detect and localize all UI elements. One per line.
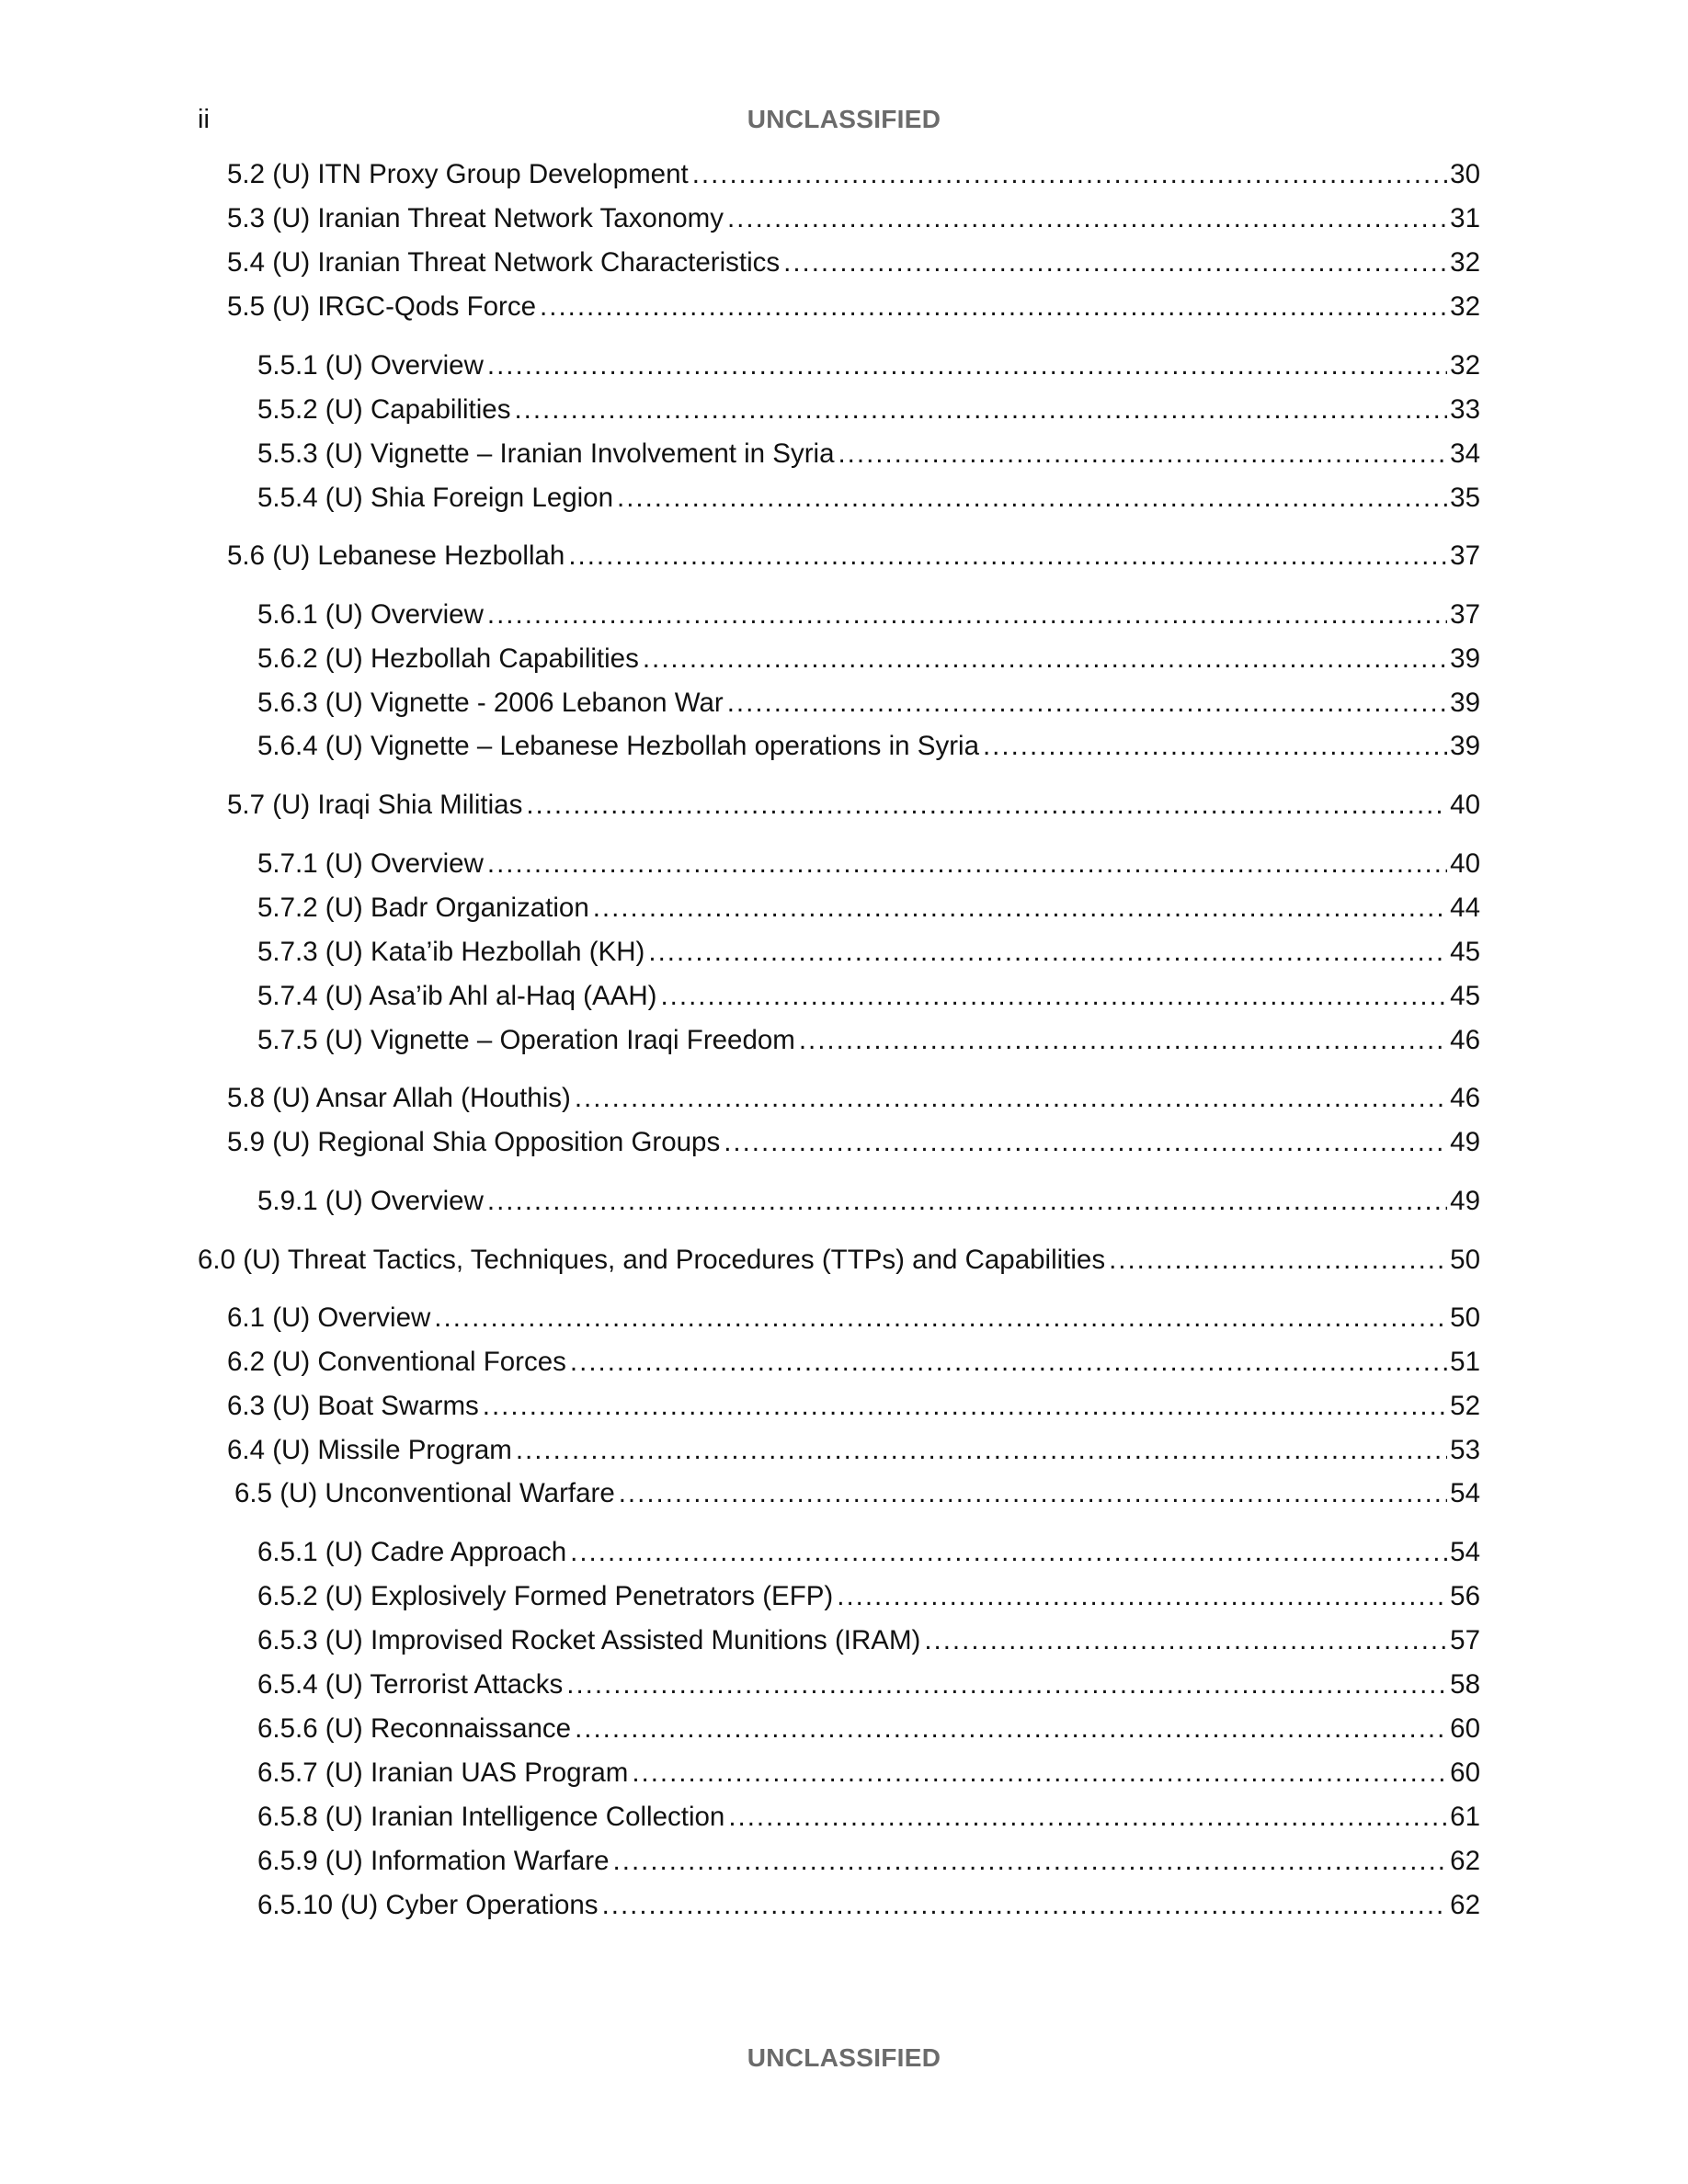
toc-leader-dots xyxy=(514,390,1447,430)
toc-entry-title: 6.4 (U) Missile Program xyxy=(227,1435,512,1465)
toc-leader-dots xyxy=(632,1753,1447,1793)
toc-leader-dots xyxy=(783,243,1447,283)
toc-entry-page: 40 xyxy=(1450,848,1480,879)
toc-entry[interactable] xyxy=(257,1885,1480,1926)
toc-entry-title: 5.7.1 (U) Overview xyxy=(257,848,484,879)
toc-entry[interactable] xyxy=(227,1430,1480,1471)
toc-leader-dots xyxy=(1109,1240,1447,1280)
toc-entry[interactable] xyxy=(257,888,1480,928)
toc-entry-title: 5.7.5 (U) Vignette – Operation Iraqi Freedom xyxy=(257,1025,795,1055)
toc-entry-title: 5.6 (U) Lebanese Hezbollah xyxy=(227,540,565,571)
toc-entry-title: 6.5.1 (U) Cadre Approach xyxy=(257,1537,567,1567)
toc-entry-title: 5.7 (U) Iraqi Shia Militias xyxy=(227,790,523,820)
toc-entry-page: 52 xyxy=(1450,1391,1480,1421)
toc-leader-dots xyxy=(643,639,1447,679)
toc-entry-title: 6.5.7 (U) Iranian UAS Program xyxy=(257,1757,629,1788)
toc-leader-dots xyxy=(483,1386,1447,1427)
toc-entry[interactable] xyxy=(227,785,1480,825)
toc-entry[interactable] xyxy=(257,1753,1480,1793)
toc-entry-title: 6.5.8 (U) Iranian Intelligence Collection xyxy=(257,1802,725,1832)
toc-leader-dots xyxy=(617,478,1447,518)
toc-entry[interactable] xyxy=(227,154,1480,195)
toc-leader-dots xyxy=(575,1709,1447,1749)
toc-entry-page: 39 xyxy=(1450,643,1480,674)
toc-entry[interactable] xyxy=(257,1665,1480,1705)
toc-leader-dots xyxy=(487,595,1447,635)
toc-entry-title: 5.7.4 (U) Asa’ib Ahl al-Haq (AAH) xyxy=(257,981,657,1011)
toc-entry[interactable] xyxy=(227,1122,1480,1163)
toc-entry-page: 33 xyxy=(1450,394,1480,425)
toc-leader-dots xyxy=(540,287,1447,327)
toc-leader-dots xyxy=(613,1841,1448,1882)
toc-entry-title: 6.5.10 (U) Cyber Operations xyxy=(257,1890,599,1920)
page-number: ii xyxy=(198,105,210,134)
toc-entry-title: 5.5.1 (U) Overview xyxy=(257,350,484,381)
toc-entry-title: 5.2 (U) ITN Proxy Group Development xyxy=(227,159,689,189)
toc-entry-title: 6.5.2 (U) Explosively Formed Penetrators (EFP) xyxy=(257,1581,834,1611)
toc-leader-dots xyxy=(575,1078,1447,1119)
toc-entry[interactable] xyxy=(257,1621,1480,1661)
toc-entry-page: 49 xyxy=(1450,1186,1480,1216)
toc-leader-dots xyxy=(487,844,1447,884)
toc-entry[interactable] xyxy=(257,726,1480,767)
toc-leader-dots xyxy=(837,1576,1447,1617)
toc-entry[interactable] xyxy=(227,243,1480,283)
toc-entry-page: 32 xyxy=(1450,247,1480,278)
toc-entry[interactable] xyxy=(227,1342,1480,1382)
toc-entry[interactable] xyxy=(257,683,1480,723)
toc-entry-page: 54 xyxy=(1450,1537,1480,1567)
toc-entry[interactable] xyxy=(227,1298,1480,1338)
toc-entry[interactable] xyxy=(198,1240,1480,1280)
classification-footer: UNCLASSIFIED xyxy=(747,2043,941,2072)
toc-entry-page: 60 xyxy=(1450,1713,1480,1744)
toc-entry-page: 40 xyxy=(1450,790,1480,820)
toc-entry-title: 5.7.2 (U) Badr Organization xyxy=(257,893,589,923)
toc-leader-dots xyxy=(727,199,1447,239)
toc-entry-page: 61 xyxy=(1450,1802,1480,1832)
toc-entry[interactable] xyxy=(257,1020,1480,1061)
toc-entry-title: 6.5 (U) Unconventional Warfare xyxy=(234,1478,615,1508)
toc-entry-title: 5.5.4 (U) Shia Foreign Legion xyxy=(257,483,614,513)
toc-entry-title: 6.2 (U) Conventional Forces xyxy=(227,1347,566,1377)
toc-entry-title: 5.8 (U) Ansar Allah (Houthis) xyxy=(227,1083,571,1113)
toc-entry-title: 5.5.2 (U) Capabilities xyxy=(257,394,511,425)
toc-leader-dots xyxy=(799,1020,1447,1061)
toc-entry-title: 6.3 (U) Boat Swarms xyxy=(227,1391,479,1421)
toc-entry[interactable] xyxy=(227,536,1480,576)
toc-entry-page: 35 xyxy=(1450,483,1480,513)
toc-leader-dots xyxy=(566,1665,1447,1705)
toc-entry-title: 5.5 (U) IRGC-Qods Force xyxy=(227,291,537,322)
toc-leader-dots xyxy=(983,726,1447,767)
toc-leader-dots xyxy=(516,1430,1447,1471)
toc-entry-page: 39 xyxy=(1450,688,1480,718)
toc-entry-page: 50 xyxy=(1450,1245,1480,1275)
toc-leader-dots xyxy=(838,434,1447,474)
toc-entry[interactable] xyxy=(257,1532,1480,1573)
toc-entry-title: 5.6.4 (U) Vignette – Lebanese Hezbollah operations in Syria xyxy=(257,731,979,761)
toc-entry[interactable] xyxy=(257,595,1480,635)
toc-entry-title: 5.6.1 (U) Overview xyxy=(257,599,484,630)
toc-entry[interactable] xyxy=(257,478,1480,518)
toc-entry-page: 51 xyxy=(1450,1347,1480,1377)
toc-leader-dots xyxy=(434,1298,1447,1338)
toc-entry[interactable] xyxy=(257,932,1480,973)
toc-entry-page: 50 xyxy=(1450,1302,1480,1333)
toc-entry-title: 5.3 (U) Iranian Threat Network Taxonomy xyxy=(227,203,724,233)
toc-entry[interactable] xyxy=(257,1576,1480,1617)
toc-entry-page: 44 xyxy=(1450,893,1480,923)
toc-entry[interactable] xyxy=(257,390,1480,430)
toc-leader-dots xyxy=(924,1621,1447,1661)
toc-entry-page: 37 xyxy=(1450,599,1480,630)
toc-leader-dots xyxy=(692,154,1447,195)
toc-leader-dots xyxy=(619,1473,1447,1514)
toc-entry[interactable] xyxy=(227,1386,1480,1427)
toc-leader-dots xyxy=(593,888,1447,928)
toc-leader-dots xyxy=(727,683,1447,723)
toc-entry-page: 53 xyxy=(1450,1435,1480,1465)
toc-entry-page: 30 xyxy=(1450,159,1480,189)
toc-entry-page: 32 xyxy=(1450,350,1480,381)
toc-entry-page: 56 xyxy=(1450,1581,1480,1611)
toc-entry-page: 58 xyxy=(1450,1669,1480,1700)
toc-entry-title: 5.6.3 (U) Vignette - 2006 Lebanon War xyxy=(257,688,724,718)
toc-entry[interactable] xyxy=(257,1841,1480,1882)
toc-entry-title: 5.7.3 (U) Kata’ib Hezbollah (KH) xyxy=(257,937,645,967)
toc-entry-page: 54 xyxy=(1450,1478,1480,1508)
toc-entry-page: 46 xyxy=(1450,1025,1480,1055)
toc-entry-page: 62 xyxy=(1450,1846,1480,1876)
toc-entry-page: 32 xyxy=(1450,291,1480,322)
toc-leader-dots xyxy=(568,536,1447,576)
toc-leader-dots xyxy=(648,932,1447,973)
toc-entry-title: 6.5.9 (U) Information Warfare xyxy=(257,1846,610,1876)
toc-entry-page: 62 xyxy=(1450,1890,1480,1920)
toc-leader-dots xyxy=(487,1181,1447,1222)
toc-leader-dots xyxy=(526,785,1447,825)
toc-leader-dots xyxy=(570,1342,1447,1382)
toc-entry[interactable] xyxy=(234,1473,1480,1514)
toc-entry-title: 5.4 (U) Iranian Threat Network Characteristics xyxy=(227,247,781,278)
toc-entry-page: 49 xyxy=(1450,1127,1480,1157)
toc-entry-page: 31 xyxy=(1450,203,1480,233)
toc-entry-title: 6.5.4 (U) Terrorist Attacks xyxy=(257,1669,564,1700)
toc-leader-dots xyxy=(570,1532,1447,1573)
toc-entry[interactable] xyxy=(257,346,1480,386)
toc-entry[interactable] xyxy=(227,1078,1480,1119)
toc-entry[interactable] xyxy=(227,199,1480,239)
toc-entry-page: 46 xyxy=(1450,1083,1480,1113)
toc-entry-title: 5.6.2 (U) Hezbollah Capabilities xyxy=(257,643,639,674)
toc-entry[interactable] xyxy=(257,976,1480,1017)
toc-entry[interactable] xyxy=(257,844,1480,884)
toc-entry[interactable] xyxy=(257,639,1480,679)
toc-entry-page: 45 xyxy=(1450,937,1480,967)
toc-entry[interactable] xyxy=(257,1709,1480,1749)
toc-entry-title: 6.5.3 (U) Improvised Rocket Assisted Munitions (IRAM) xyxy=(257,1625,921,1655)
toc-entry-title: 6.5.6 (U) Reconnaissance xyxy=(257,1713,572,1744)
toc-leader-dots xyxy=(724,1122,1447,1163)
toc-entry-title: 5.9 (U) Regional Shia Opposition Groups xyxy=(227,1127,721,1157)
toc-entry-title: 6.0 (U) Threat Tactics, Techniques, and Procedures (TTPs) and Capabilities xyxy=(198,1245,1106,1275)
toc-entry-page: 37 xyxy=(1450,540,1480,571)
toc-entry-title: 5.5.3 (U) Vignette – Iranian Involvement in Syria xyxy=(257,438,835,469)
toc-leader-dots xyxy=(660,976,1447,1017)
toc-entry[interactable] xyxy=(257,1797,1480,1837)
toc-entry-page: 45 xyxy=(1450,981,1480,1011)
toc-entry-title: 5.9.1 (U) Overview xyxy=(257,1186,484,1216)
toc-entry-page: 39 xyxy=(1450,731,1480,761)
toc-leader-dots xyxy=(602,1885,1448,1926)
classification-header: UNCLASSIFIED xyxy=(747,105,941,133)
toc-entry[interactable] xyxy=(227,287,1480,327)
toc-entry-page: 60 xyxy=(1450,1757,1480,1788)
toc-entry-page: 57 xyxy=(1450,1625,1480,1655)
toc-entry[interactable] xyxy=(257,1181,1480,1222)
toc-leader-dots xyxy=(487,346,1447,386)
toc-entry-title: 6.1 (U) Overview xyxy=(227,1302,431,1333)
toc-entry[interactable] xyxy=(257,434,1480,474)
toc-leader-dots xyxy=(728,1797,1447,1837)
toc-entry-page: 34 xyxy=(1450,438,1480,469)
